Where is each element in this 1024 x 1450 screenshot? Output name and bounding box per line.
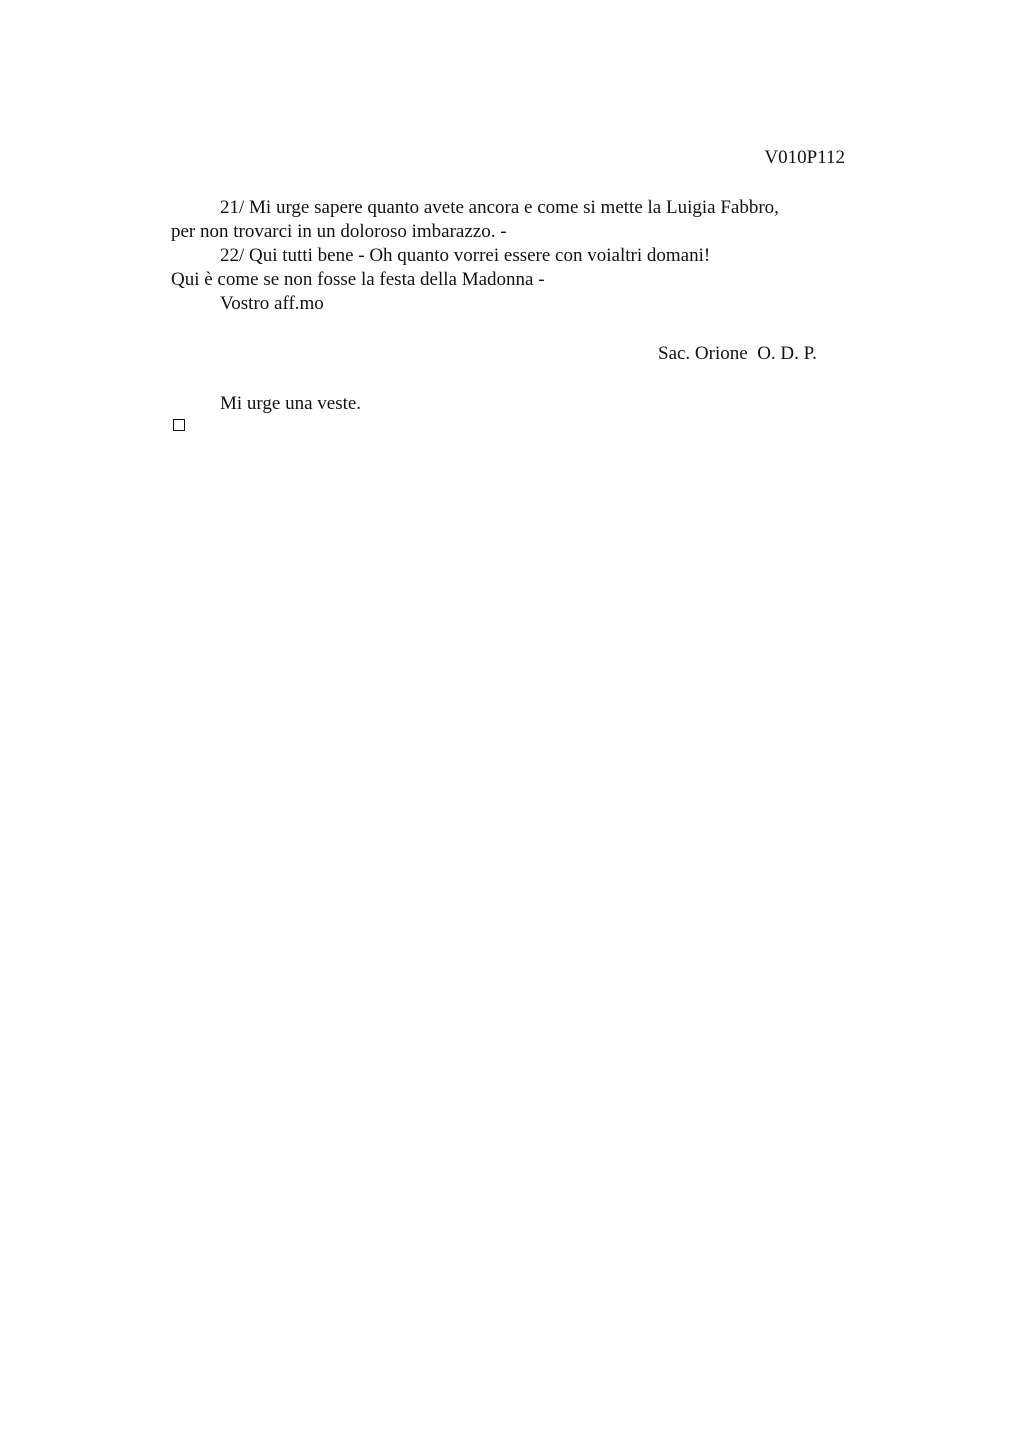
signature: Sac. Orione O. D. P. [658,343,817,364]
letter-body [171,196,871,316]
postscript: Mi urge una veste. [220,393,362,414]
paragraph-22-line-2: Qui è come se non fosse la festa della Madonna - [171,269,545,290]
paragraph-21-line-1: 21/ Mi urge sapere quanto avete ancora e come si mette la Luigia Fabbro, [220,197,779,218]
paragraph-22-line-1: 22/ Qui tutti bene - Oh quanto vorrei essere con voialtri domani! [220,245,711,266]
paragraph-21-line-2: per non trovarci in un doloroso imbarazzo. - [171,221,507,242]
closing-salutation: Vostro aff.mo [220,293,324,314]
page-id: V010P112 [764,147,845,168]
empty-square-icon [173,419,185,431]
